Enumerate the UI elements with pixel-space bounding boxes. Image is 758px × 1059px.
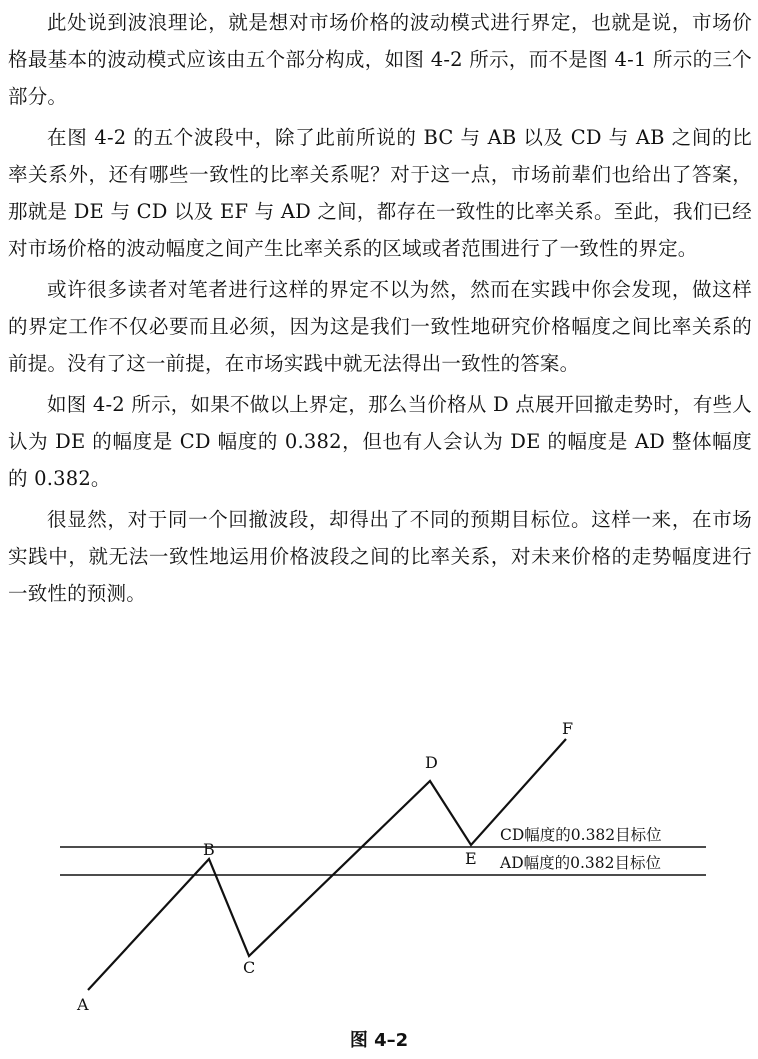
wave-path [88,739,566,990]
paragraph-2: 在图 4-2 的五个波段中，除了此前所说的 BC 与 AB 以及 CD 与 AB 之间的比率关系外，还有哪些一致性的比率关系呢？对于这一点，市场前辈们也给出了答案，那就是 DE 与 CD 以及 EF 与 AD 之间，都存在一致性的比率关系。至此，我们已经对市场价格的波动幅度之间产生比率关系的区域或者范围进行了一致性的界定。 [8,126,752,260]
ad-level-label: AD幅度的0.382目标位 [500,854,661,872]
body-text [8,4,752,616]
paragraph-5: 很显然，对于同一个回撤波段，却得出了不同的预期目标位。这样一来，在市场实践中，就无法一致性地运用价格波段之间的比率关系，对未来价格的走势幅度进行一致性的预测。 [8,508,752,605]
label-a: A [77,995,89,1014]
paragraph-4: 如图 4-2 所示，如果不做以上界定，那么当价格从 D 点展开回撤走势时，有些人认为 DE 的幅度是 CD 幅度的 0.382，但也有人会认为 DE 的幅度是 AD 整体幅度的 0.382。 [8,393,752,490]
label-c: C [243,958,256,977]
wave-diagram [0,700,758,1014]
paragraph-1: 此处说到波浪理论，就是想对市场价格的波动模式进行界定，也就是说，市场价格最基本的波动模式应该由五个部分构成，如图 4-2 所示，而不是图 4-1 所示的三个部分。 [8,11,752,108]
figure-caption: 图 4–2 [349,1030,409,1051]
cd-level-label: CD幅度的0.382目标位 [500,826,662,844]
wave-diagram-svg [0,700,758,1014]
label-e: E [465,849,477,868]
label-d: D [425,753,438,772]
label-b: B [203,840,215,859]
paragraph-3: 或许很多读者对笔者进行这样的界定不以为然，然而在实践中你会发现，做这样的界定工作不仅必要而且必须，因为这是我们一致性地研究价格幅度之间比率关系的前提。没有了这一前提，在市场实践中就无法得出一致性的答案。 [8,278,752,375]
label-f: F [562,719,574,738]
